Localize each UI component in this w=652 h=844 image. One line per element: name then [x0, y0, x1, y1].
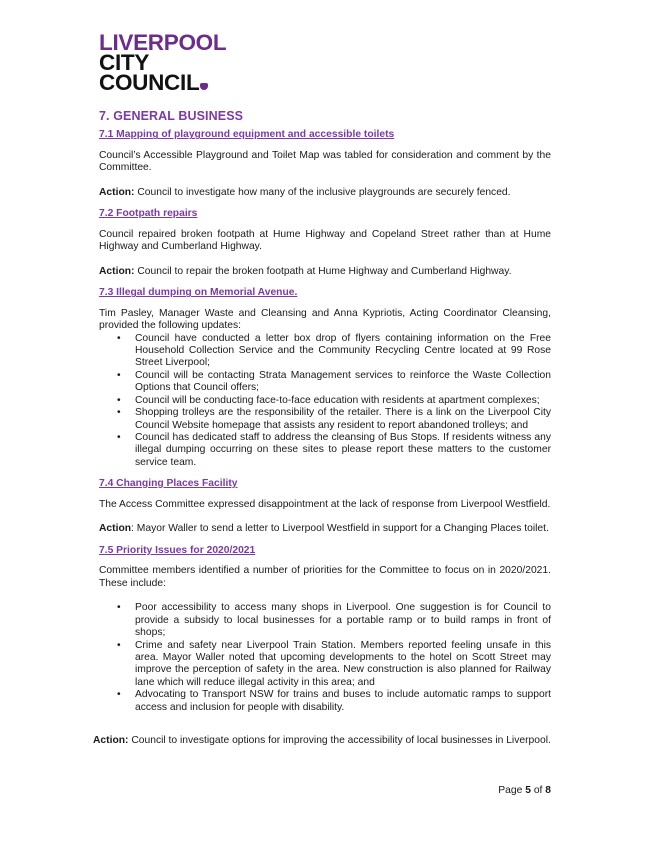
bullet-list [99, 602, 551, 714]
item-text: The Access Committee expressed disappointment at the lack of response from Liverpool Westfield. [99, 498, 551, 510]
page-total: 8 [545, 785, 551, 796]
logo-line-3 [99, 70, 226, 95]
item-text: Council repaired broken footpath at Hume Highway and Copeland Street rather than at Hume Highway and Cumberland Highway. [99, 228, 551, 253]
document-body [99, 110, 551, 714]
action-label: Action [99, 523, 132, 535]
action-label: Action: [93, 735, 129, 746]
action-label: Action: [99, 266, 135, 278]
heart-icon [200, 83, 208, 90]
item-action [99, 523, 551, 535]
list-item: • Council have conducted a letter box drop of flyers containing information on the Free Household Collection Service and the Community Recycling Centre located at 99 Rose Street Liverpool; [135, 333, 551, 370]
item-text: Committee members identified a number of priorities for the Committee to focus on in 2020/2021. These include: [99, 565, 551, 589]
action-text: Council to investigate options for improving the accessibility of local businesses in Liverpool. [128, 735, 551, 746]
page-prefix: Page [498, 785, 526, 796]
council-logo [99, 30, 227, 95]
action-text: : Mayor Waller to send a letter to Liverpool Westfield in support for a Changing Places toilet. [131, 523, 549, 535]
list-item: • Council will be conducting face-to-face education with residents at apartment complexes; [135, 395, 551, 407]
item-heading: 7.2 Footpath repairs [99, 208, 198, 220]
item-text: Tim Pasley, Manager Waste and Cleansing and Anna Kypriotis, Acting Coordinator Cleansing, provided the following updates: [99, 307, 551, 332]
section-title: 7. GENERAL BUSINESS [99, 109, 244, 123]
item-heading: 7.1 Mapping of playground equipment and accessible toilets [99, 129, 395, 141]
action-text: Council to repair the broken footpath at Hume Highway and Cumberland Highway. [134, 266, 512, 278]
logo-line-1: LIVERPOOL [99, 30, 227, 55]
item-heading: 7.5 Priority Issues for 2020/2021 [99, 544, 256, 556]
item-text: Council’s Accessible Playground and Toilet Map was tabled for consideration and comment by the Committee. [99, 149, 551, 174]
bullet-list [99, 333, 551, 469]
list-item: • Council will be contacting Strata Management services to reinforce the Waste Collection Options that Council offers; [135, 370, 551, 395]
list-item: • Council has dedicated staff to address the cleansing of Bus Stops. If residents witness any illegal dumping occurring on these sites to please report these matters to the customer service team. [135, 432, 551, 469]
page-number: 5 [525, 785, 531, 796]
list-item: • Shopping trolleys are the responsibility of the retailer. There is a link on the Liverpool City Council Website homepage that assists any resident to report abandoned trolleys; and [135, 407, 551, 432]
item-heading: 7.4 Changing Places Facility [99, 478, 238, 490]
item-action [99, 187, 551, 199]
logo-line-3-text: COUNCIL [99, 70, 200, 95]
list-item: • Crime and safety near Liverpool Train Station. Members reported feeling unsafe in this area. Mayor Waller noted that upcoming developments to the hotel on Scott Street may improve the perception of safety in the area. New construction is also planned for Railway lane which will reduce illegal activity in this area; and [135, 640, 551, 690]
final-action [93, 735, 551, 747]
action-label: Action: [99, 187, 135, 199]
logo-line-2: CITY [99, 50, 150, 75]
page-footer [498, 785, 551, 796]
action-text: Council to investigate how many of the inclusive playgrounds are securely fenced. [134, 187, 511, 199]
item-action [99, 266, 551, 278]
list-item: • Poor accessibility to access many shops in Liverpool. One suggestion is for Council to provide a subsidy to local businesses for a portable ramp or to build ramps in front of shops; [135, 602, 551, 639]
item-heading: 7.3 Illegal dumping on Memorial Avenue. [99, 287, 298, 299]
page-of: of [530, 785, 546, 796]
list-item: • Advocating to Transport NSW for trains and buses to include automatic ramps to support access and inclusion for people with disability. [135, 689, 551, 714]
